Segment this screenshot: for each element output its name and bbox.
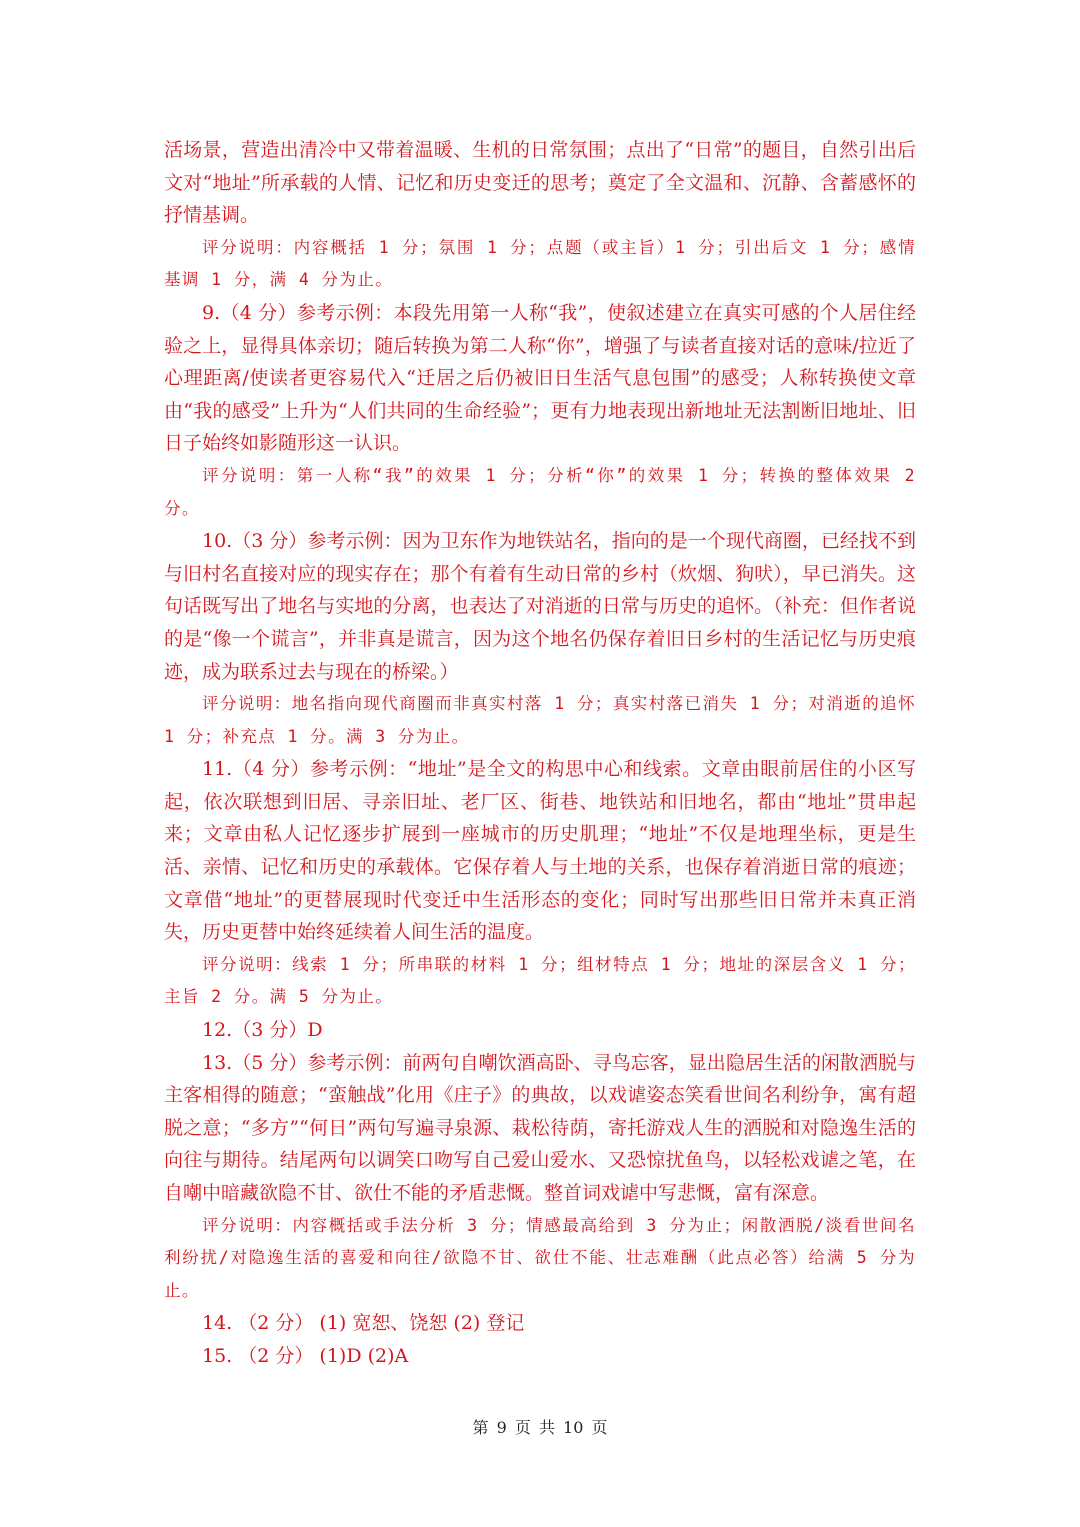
page-footer: 第 9 页 共 10 页 [472, 1418, 608, 1437]
answer-q12: 12.（3 分）D [202, 1019, 323, 1042]
scoring-note-q11: 评分说明：线索 1 分；所串联的材料 1 分；组材特点 1 分；地址的深层含义 1 分；主旨 2 分。满 5 分为止。 [164, 954, 916, 1007]
answer-q15: 15. （2 分） (1)D (2)A [202, 1344, 409, 1367]
answer-content [164, 134, 916, 1373]
scoring-note-q9: 评分说明：第一人称“我”的效果 1 分；分析“你”的效果 1 分；转换的整体效果 2 分。 [164, 465, 916, 518]
scoring-note-q8: 评分说明：内容概括 1 分；氛围 1 分；点题（或主旨）1 分；引出后文 1 分；感情基调 1 分，满 4 分为止。 [164, 237, 916, 290]
scoring-note-q10: 评分说明：地名指向现代商圈而非真实村落 1 分；真实村落已消失 1 分；对消逝的追怀 1 分；补充点 1 分。满 3 分为止。 [164, 694, 916, 746]
answer-q14: 14. （2 分） (1) 宽恕、饶恕 (2) 登记 [202, 1312, 525, 1335]
paragraph-q8-continuation: 活场景，营造出清冷中又带着温暖、生机的日常氛围；点出了“日常”的题目，自然引出后文对“地址”所承载的人情、记忆和历史变迁的思考；奠定了全文温和、沉静、含蓄感怀的抒情基调。 [164, 139, 916, 227]
answer-q10: 10.（3 分）参考示例：因为卫东作为地铁站名，指向的是一个现代商圈，已经找不到与旧村名直接对应的现实存在；那个有着有生动日常的乡村（炊烟、狗吠），早已消失。这句话既写出了地名与实地的分离，也表达了对消逝的日常与历史的追怀。（补充：但作者说的是“像一个谎言”，并非真是谎言，因为这个地名仍保存着旧日乡村的生活记忆与历史痕迹，成为联系过去与现在的桥梁。） [164, 530, 916, 683]
answer-q11: 11.（4 分）参考示例：“地址”是全文的构思中心和线索。文章由眼前居住的小区写起，依次联想到旧居、寻亲旧址、老厂区、街巷、地铁站和旧地名，都由“地址”贯串起来；文章由私人记忆逐步扩展到一座城市的历史肌理；“地址”不仅是地理坐标，更是生活、亲情、记忆和历史的承载体。它保存着人与土地的关系，也保存着消逝日常的痕迹；文章借“地址”的更替展现时代变迁中生活形态的变化；同时写出那些旧日常并未真正消失，历史更替中始终延续着人间生活的温度。 [164, 758, 916, 944]
answer-q9: 9.（4 分）参考示例：本段先用第一人称“我”，使叙述建立在真实可感的个人居住经验之上，显得具体亲切；随后转换为第二人称“你”，增强了与读者直接对话的意味/拉近了心理距离/使读者更容易代入“迁居之后仍被旧日生活气息包围”的感受；人称转换使文章由“我的感受”上升为“人们共同的生命经验”；更有力地表现出新地址无法割断旧地址、旧日子始终如影随形这一认识。 [164, 301, 916, 455]
answer-q13: 13.（5 分）参考示例：前两句自嘲饮酒高卧、寻鸟忘客，显出隐居生活的闲散洒脱与主客相得的随意；“蛮触战”化用《庄子》的典故，以戏谑姿态笑看世间名利纷争，寓有超脱之意；“多方”“何日”两句写遍寻泉源、栽松待荫，寄托游戏人生的洒脱和对隐逸生活的向往与期待。结尾两句以调笑口吻写自己爱山爱水、又恐惊扰鱼鸟，以轻松戏谑之笔，在自嘲中暗藏欲隐不甘、欲仕不能的矛盾悲慨。整首词戏谑中写悲慨，富有深意。 [164, 1051, 916, 1204]
scoring-note-q13: 评分说明：内容概括或手法分析 3 分；情感最高给到 3 分为止；闲散洒脱/淡看世间名利纷扰/对隐逸生活的喜爱和向往/欲隐不甘、欲仕不能、壮志难酬（此点必答）给满 5 分为止。 [164, 1215, 916, 1300]
